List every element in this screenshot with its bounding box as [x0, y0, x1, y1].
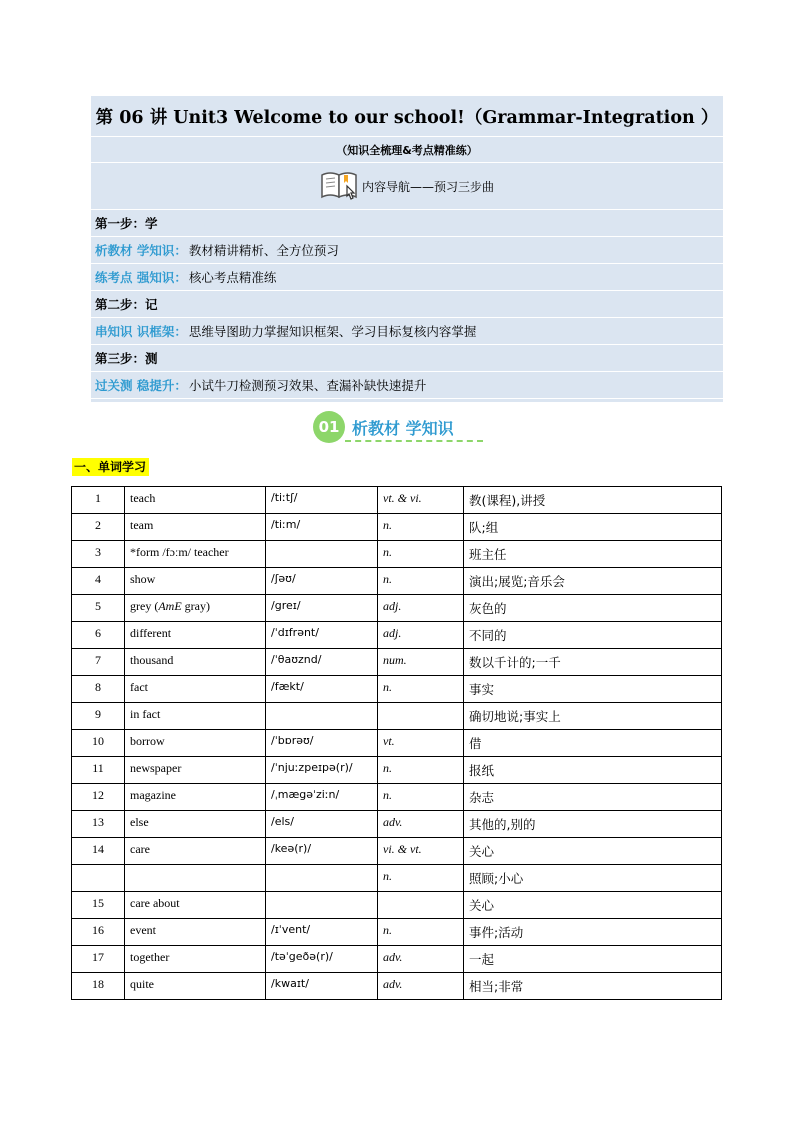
- num-cell: 9: [72, 703, 125, 730]
- pos-cell: num.: [378, 649, 464, 676]
- section-number: 01: [313, 411, 345, 443]
- step-item-text: 教材精讲精析、全方位预习: [188, 243, 339, 258]
- ipa-cell: [266, 892, 378, 919]
- word-cell: magazine: [125, 784, 266, 811]
- meaning-cell: 不同的: [464, 622, 722, 649]
- table-row: [72, 973, 722, 1000]
- pos-cell: n.: [378, 757, 464, 784]
- num-cell: 7: [72, 649, 125, 676]
- pos-cell: n.: [378, 541, 464, 568]
- section-title: 析教材 学知识: [352, 418, 454, 438]
- word-cell: grey (AmE gray): [125, 595, 266, 622]
- pos-cell: vt. & vi.: [378, 487, 464, 514]
- table-row: [72, 784, 722, 811]
- page-subtitle: （知识全梳理&考点精准练）: [91, 137, 723, 163]
- step-item: [91, 237, 723, 264]
- meaning-cell: 队;组: [464, 514, 722, 541]
- step-item-lead: 串知识 识框架：: [95, 324, 187, 339]
- num-cell: 2: [72, 514, 125, 541]
- word-cell: different: [125, 622, 266, 649]
- ipa-cell: /tiːtʃ/: [266, 487, 378, 514]
- word-cell: *form /fɔːm/ teacher: [125, 541, 266, 568]
- table-row: [72, 568, 722, 595]
- meaning-cell: 借: [464, 730, 722, 757]
- ipa-cell: [266, 703, 378, 730]
- step-item-text: 小试牛刀检测预习效果、查漏补缺快速提升: [188, 378, 427, 393]
- num-cell: 14: [72, 838, 125, 865]
- step-item: [91, 372, 723, 399]
- vocab-heading: 一、单词学习: [72, 458, 149, 476]
- pos-cell: n.: [378, 568, 464, 595]
- pos-cell: n.: [378, 919, 464, 946]
- num-cell: 13: [72, 811, 125, 838]
- word-cell: [125, 865, 266, 892]
- pos-cell: adj.: [378, 595, 464, 622]
- meaning-cell: 灰色的: [464, 595, 722, 622]
- meaning-cell: 班主任: [464, 541, 722, 568]
- ipa-cell: [266, 541, 378, 568]
- ipa-cell: /fækt/: [266, 676, 378, 703]
- vocab-table: [71, 486, 722, 1000]
- table-row: [72, 487, 722, 514]
- table-row: [72, 703, 722, 730]
- pos-cell: [378, 892, 464, 919]
- header-block: [91, 96, 723, 402]
- ipa-cell: /els/: [266, 811, 378, 838]
- table-row: [72, 541, 722, 568]
- num-cell: 15: [72, 892, 125, 919]
- step-item: [91, 318, 723, 345]
- meaning-cell: 确切地说;事实上: [464, 703, 722, 730]
- table-row: [72, 595, 722, 622]
- pos-cell: adv.: [378, 946, 464, 973]
- num-cell: 18: [72, 973, 125, 1000]
- pos-cell: n.: [378, 514, 464, 541]
- meaning-cell: 演出;展览;音乐会: [464, 568, 722, 595]
- step-two-heading: 第二步：记: [91, 291, 723, 318]
- table-row: [72, 946, 722, 973]
- table-row: [72, 676, 722, 703]
- pos-cell: adv.: [378, 973, 464, 1000]
- word-cell: newspaper: [125, 757, 266, 784]
- meaning-cell: 报纸: [464, 757, 722, 784]
- pos-cell: n.: [378, 865, 464, 892]
- book-pointer-icon: [320, 169, 360, 203]
- num-cell: 5: [72, 595, 125, 622]
- meaning-cell: 事实: [464, 676, 722, 703]
- num-cell: [72, 865, 125, 892]
- word-cell: teach: [125, 487, 266, 514]
- meaning-cell: 数以千计的;一千: [464, 649, 722, 676]
- word-cell: borrow: [125, 730, 266, 757]
- word-cell: quite: [125, 973, 266, 1000]
- ipa-cell: /tiːm/: [266, 514, 378, 541]
- table-row: [72, 649, 722, 676]
- table-row: [72, 919, 722, 946]
- ipa-cell: /keə(r)/: [266, 838, 378, 865]
- step-item-lead: 过关测 稳提升：: [95, 378, 187, 393]
- pos-cell: n.: [378, 784, 464, 811]
- meaning-cell: 杂志: [464, 784, 722, 811]
- ipa-cell: [266, 865, 378, 892]
- num-cell: 17: [72, 946, 125, 973]
- meaning-cell: 一起: [464, 946, 722, 973]
- pos-cell: adv.: [378, 811, 464, 838]
- ipa-cell: /ˌmægəˈziːn/: [266, 784, 378, 811]
- page-title: 第 06 讲 Unit3 Welcome to our school!（Grammar-Integration ）: [91, 96, 723, 137]
- nav-label: 内容导航——预习三步曲: [361, 179, 494, 194]
- pos-cell: [378, 703, 464, 730]
- num-cell: 3: [72, 541, 125, 568]
- meaning-cell: 照顾;小心: [464, 865, 722, 892]
- word-cell: show: [125, 568, 266, 595]
- meaning-cell: 教(课程),讲授: [464, 487, 722, 514]
- table-row: [72, 514, 722, 541]
- meaning-cell: 事件;活动: [464, 919, 722, 946]
- ipa-cell: /ˈdɪfrənt/: [266, 622, 378, 649]
- ipa-cell: /ˈbɒrəʊ/: [266, 730, 378, 757]
- pos-cell: n.: [378, 676, 464, 703]
- table-row: [72, 811, 722, 838]
- word-cell: fact: [125, 676, 266, 703]
- num-cell: 6: [72, 622, 125, 649]
- section-underline: [345, 440, 483, 442]
- ipa-cell: /ˈθaʊznd/: [266, 649, 378, 676]
- num-cell: 8: [72, 676, 125, 703]
- word-cell: else: [125, 811, 266, 838]
- word-cell: care about: [125, 892, 266, 919]
- step-item-text: 核心考点精准练: [188, 270, 277, 285]
- word-cell: team: [125, 514, 266, 541]
- table-row: [72, 892, 722, 919]
- word-cell: thousand: [125, 649, 266, 676]
- meaning-cell: 相当;非常: [464, 973, 722, 1000]
- step-item-text: 思维导图助力掌握知识框架、学习目标复核内容掌握: [188, 324, 477, 339]
- table-row: [72, 757, 722, 784]
- num-cell: 16: [72, 919, 125, 946]
- step-item-lead: 析教材 学知识：: [95, 243, 187, 258]
- content-nav: [91, 163, 723, 210]
- ipa-cell: /kwaɪt/: [266, 973, 378, 1000]
- num-cell: 10: [72, 730, 125, 757]
- variant-label: AmE: [158, 599, 182, 613]
- meaning-cell: 关心: [464, 892, 722, 919]
- num-cell: 1: [72, 487, 125, 514]
- word-cell: together: [125, 946, 266, 973]
- word-cell: in fact: [125, 703, 266, 730]
- pos-cell: vi. & vt.: [378, 838, 464, 865]
- meaning-cell: 其他的,别的: [464, 811, 722, 838]
- step-item: [91, 264, 723, 291]
- pos-cell: adj.: [378, 622, 464, 649]
- ipa-cell: /ˈnjuːzpeɪpə(r)/: [266, 757, 378, 784]
- table-row: [72, 622, 722, 649]
- step-one-heading: 第一步：学: [91, 210, 723, 237]
- step-three-heading: 第三步：测: [91, 345, 723, 372]
- ipa-cell: /ʃəʊ/: [266, 568, 378, 595]
- ipa-cell: /greɪ/: [266, 595, 378, 622]
- word-cell: event: [125, 919, 266, 946]
- ipa-cell: /təˈgeðə(r)/: [266, 946, 378, 973]
- table-row: [72, 865, 722, 892]
- step-item-lead: 练考点 强知识：: [95, 270, 187, 285]
- num-cell: 11: [72, 757, 125, 784]
- ipa-cell: /ɪˈvent/: [266, 919, 378, 946]
- word-cell: care: [125, 838, 266, 865]
- table-row: [72, 838, 722, 865]
- pos-cell: vt.: [378, 730, 464, 757]
- num-cell: 4: [72, 568, 125, 595]
- table-row: [72, 730, 722, 757]
- meaning-cell: 关心: [464, 838, 722, 865]
- num-cell: 12: [72, 784, 125, 811]
- section-badge: [313, 411, 454, 443]
